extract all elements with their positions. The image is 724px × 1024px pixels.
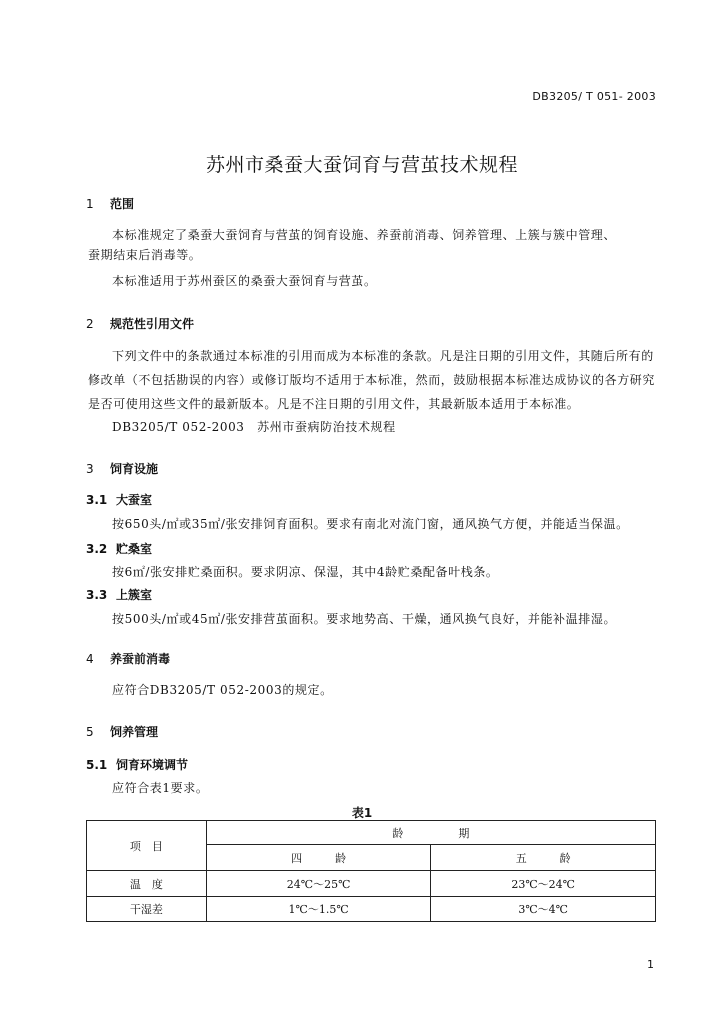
item-header: 项 目 bbox=[87, 821, 207, 871]
row-label: 干湿差 bbox=[87, 897, 207, 922]
section-title: 范围 bbox=[110, 197, 135, 211]
section-5-heading bbox=[86, 723, 158, 740]
section-4-heading bbox=[86, 650, 170, 667]
cell-value: 3℃～4℃ bbox=[431, 897, 656, 922]
cell-value: 24℃～25℃ bbox=[206, 871, 431, 897]
subsection-number: 3.1 bbox=[86, 493, 108, 507]
section-3-heading bbox=[86, 460, 158, 477]
table-caption: 表1 bbox=[351, 806, 373, 820]
section-number: 3 bbox=[86, 462, 94, 476]
paragraph-line: 修改单（不包括勘误的内容）或修订版均不适用于本标准，然而，鼓励根据本标准达成协议的各方研究 bbox=[88, 373, 656, 387]
row-label: 温 度 bbox=[87, 871, 207, 897]
paragraph-line: 按500头/㎡或45㎡/张安排营茧面积。要求地势高、干燥，通风换气良好，并能补温排湿。 bbox=[112, 612, 617, 626]
paragraph-line: 按650头/㎡或35㎡/张安排饲育面积。要求有南北对流门窗，通风换气方便，并能适当保温。 bbox=[112, 517, 629, 531]
subsection-title: 大蚕室 bbox=[116, 493, 153, 507]
paragraph-line: 本标准适用于苏州蚕区的桑蚕大蚕饲育与营茧。 bbox=[112, 274, 377, 288]
paragraph-line: 本标准规定了桑蚕大蚕饲育与营茧的饲育设施、养蚕前消毒、饲养管理、上簇与簇中管理、 bbox=[112, 228, 617, 242]
normative-reference: DB3205/T 052-2003 苏州市蚕病防治技术规程 bbox=[112, 420, 396, 434]
document-title: 苏州市桑蚕大蚕饲育与营茧技术规程 bbox=[205, 154, 518, 176]
section-number: 2 bbox=[86, 317, 94, 331]
table-row bbox=[87, 897, 656, 922]
subsection-number: 5.1 bbox=[86, 758, 108, 772]
section-1-heading bbox=[86, 195, 134, 212]
subsection-3-3-heading bbox=[86, 586, 152, 603]
instar-4-header: 四 龄 bbox=[206, 845, 431, 871]
paragraph-line: 是否可使用这些文件的最新版本。凡是不注日期的引用文件，其最新版本适用于本标准。 bbox=[88, 397, 580, 411]
document-code: DB3205/ T 051- 2003 bbox=[532, 90, 656, 103]
subsection-title: 上簇室 bbox=[116, 588, 153, 602]
page-number: 1 bbox=[647, 958, 654, 971]
table-header-row bbox=[87, 821, 656, 845]
section-title: 饲育设施 bbox=[110, 462, 159, 476]
subsection-number: 3.2 bbox=[86, 542, 108, 556]
subsection-number: 3.3 bbox=[86, 588, 108, 602]
section-number: 5 bbox=[86, 725, 94, 739]
section-title: 养蚕前消毒 bbox=[110, 652, 171, 666]
instar-5-header: 五 龄 bbox=[431, 845, 656, 871]
subsection-title: 贮桑室 bbox=[116, 542, 153, 556]
section-title: 规范性引用文件 bbox=[110, 317, 195, 331]
section-number: 1 bbox=[86, 197, 94, 211]
section-number: 4 bbox=[86, 652, 94, 666]
table-row bbox=[87, 871, 656, 897]
paragraph-line: 应符合表1要求。 bbox=[112, 781, 209, 795]
paragraph-line: 应符合DB3205/T 052-2003的规定。 bbox=[112, 683, 333, 697]
section-title: 饲养管理 bbox=[110, 725, 159, 739]
paragraph-line: 蚕期结束后消毒等。 bbox=[88, 248, 202, 262]
cell-value: 23℃～24℃ bbox=[431, 871, 656, 897]
subsection-3-2-heading bbox=[86, 540, 152, 557]
subsection-title: 饲育环境调节 bbox=[116, 758, 189, 772]
section-2-heading bbox=[86, 315, 194, 332]
cell-value: 1℃～1.5℃ bbox=[206, 897, 431, 922]
paragraph-line: 按6㎡/张安排贮桑面积。要求阴凉、保湿，其中4龄贮桑配备叶栈条。 bbox=[112, 565, 499, 579]
environment-table bbox=[86, 820, 656, 922]
subsection-3-1-heading bbox=[86, 491, 152, 508]
subsection-5-1-heading bbox=[86, 756, 188, 773]
period-header: 龄 期 bbox=[206, 821, 655, 845]
paragraph-line: 下列文件中的条款通过本标准的引用而成为本标准的条款。凡是注日期的引用文件，其随后所有的 bbox=[112, 349, 654, 363]
